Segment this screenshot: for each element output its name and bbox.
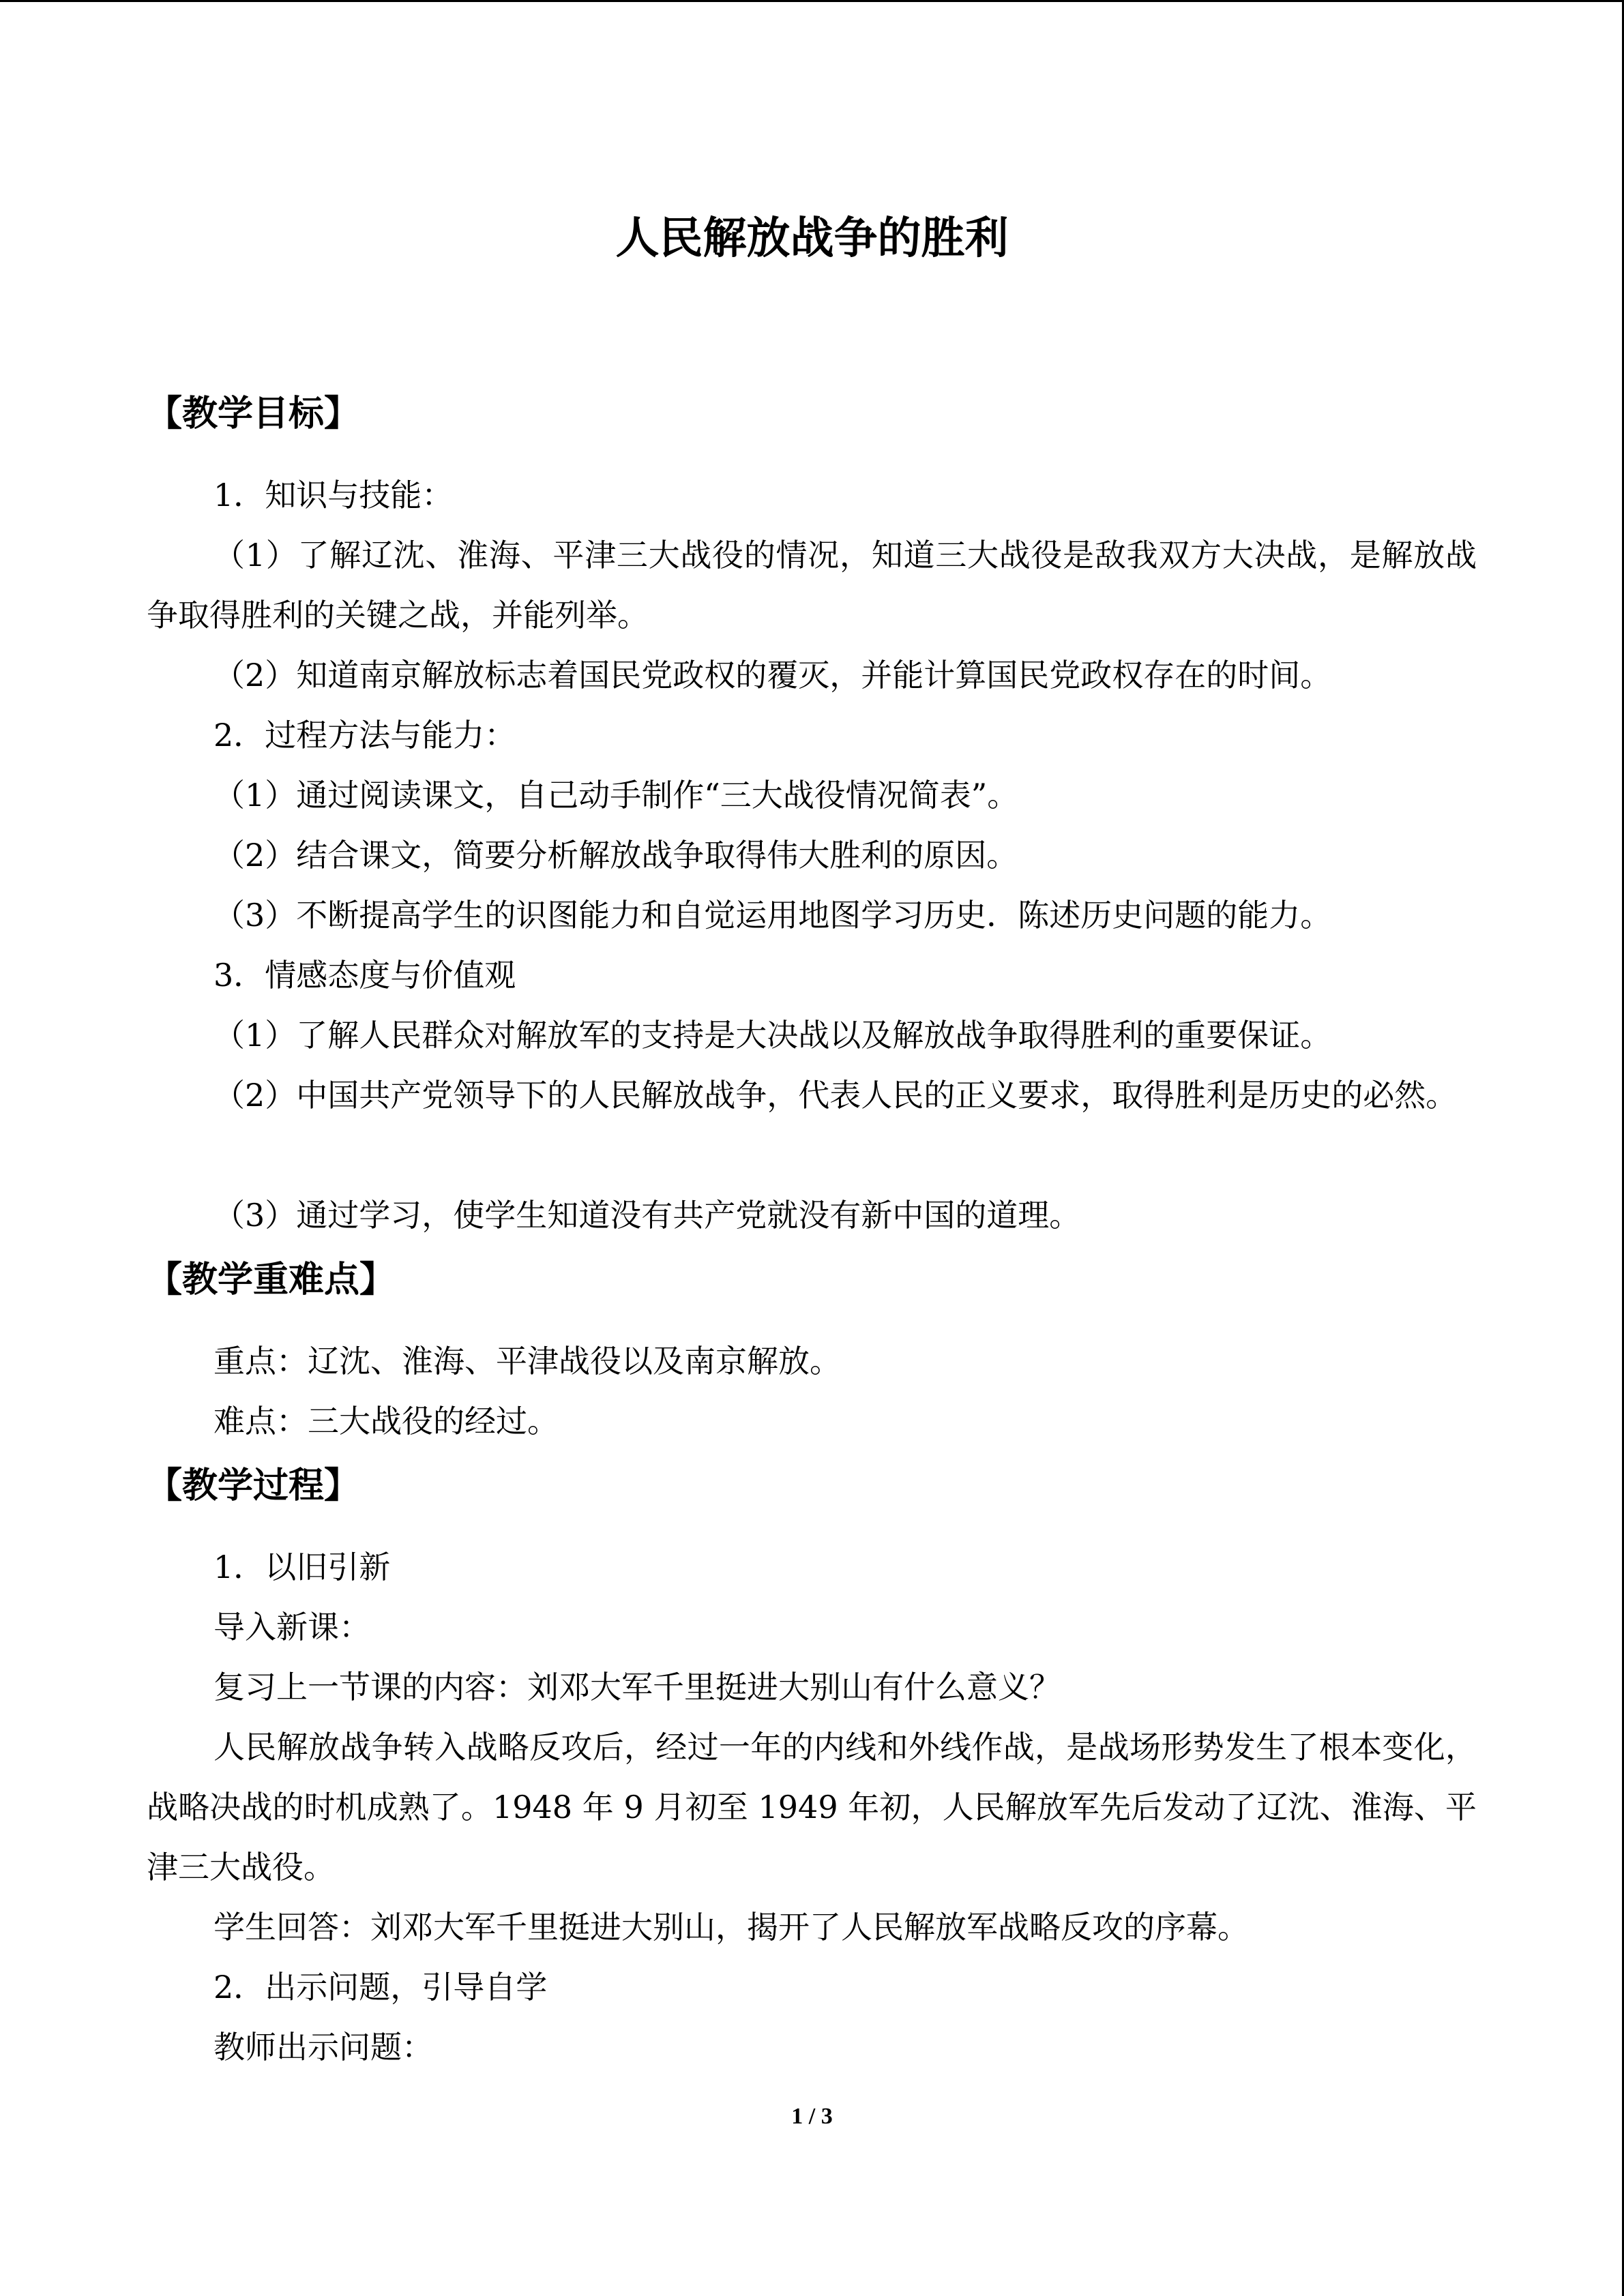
key-point-item-1: 重点：辽沈、淮海、平津战役以及南京解放。: [213, 1343, 841, 1380]
objective-item-11: （3）通过学习，使学生知道没有共产党就没有新中国的道理。: [213, 1197, 1081, 1234]
objective-item-2: （1）了解辽沈、淮海、平津三大战役的情况，知道三大战役是敌我双方大决战，是解放战争取得胜利的关键之战，并能列举。: [147, 537, 1477, 633]
process-item-2: 导入新课：: [213, 1609, 370, 1645]
process-item-1: 1．以旧引新: [213, 1549, 391, 1585]
objective-item-7: （3）不断提高学生的识图能力和自觉运用地图学习历史．陈述历史问题的能力。: [213, 897, 1332, 934]
heading-objectives: 【教学目标】: [147, 393, 360, 434]
objective-item-8: 3．情感态度与价值观: [213, 957, 516, 994]
process-item-3: 复习上一节课的内容：刘邓大军千里挺进大别山有什么意义？: [213, 1669, 1061, 1705]
key-point-item-2: 难点：三大战役的经过。: [213, 1403, 559, 1440]
heading-process: 【教学过程】: [147, 1465, 360, 1506]
objective-item-9: （1）了解人民群众对解放军的支持是大决战以及解放战争取得胜利的重要保证。: [213, 1017, 1332, 1054]
heading-key-points: 【教学重难点】: [147, 1259, 396, 1300]
objective-item-6: （2）结合课文，简要分析解放战争取得伟大胜利的原因。: [213, 837, 1018, 874]
process-item-6: 2．出示问题，引导自学: [213, 1969, 548, 2006]
process-item-4: 人民解放战争转入战略反攻后，经过一年的内线和外线作战，是战场形势发生了根本变化，战略决战的时机成熟了。1948 年 9 月初至 1949 年初，人民解放军先后发动了辽沈、淮海、平津三大战役。: [147, 1729, 1477, 1885]
objective-item-4: 2．过程方法与能力：: [213, 717, 516, 754]
objective-item-1: 1．知识与技能：: [213, 477, 454, 513]
page-title: 人民解放战争的胜利: [615, 213, 1009, 264]
process-item-5: 学生回答：刘邓大军千里挺进大别山，揭开了人民解放军战略反攻的序幕。: [213, 1909, 1249, 1945]
page-border-top: [0, 0, 1624, 2]
objective-item-5: （1）通过阅读课文，自己动手制作“三大战役情况简表”。: [213, 777, 1019, 814]
objective-item-3: （2）知道南京解放标志着国民党政权的覆灭，并能计算国民党政权存在的时间。: [213, 657, 1332, 694]
process-item-7: 教师出示问题：: [213, 2029, 433, 2066]
page-indicator: 1 / 3: [791, 2104, 833, 2129]
objective-item-10: （2）中国共产党领导下的人民解放战争，代表人民的正义要求，取得胜利是历史的必然。: [213, 1077, 1458, 1114]
